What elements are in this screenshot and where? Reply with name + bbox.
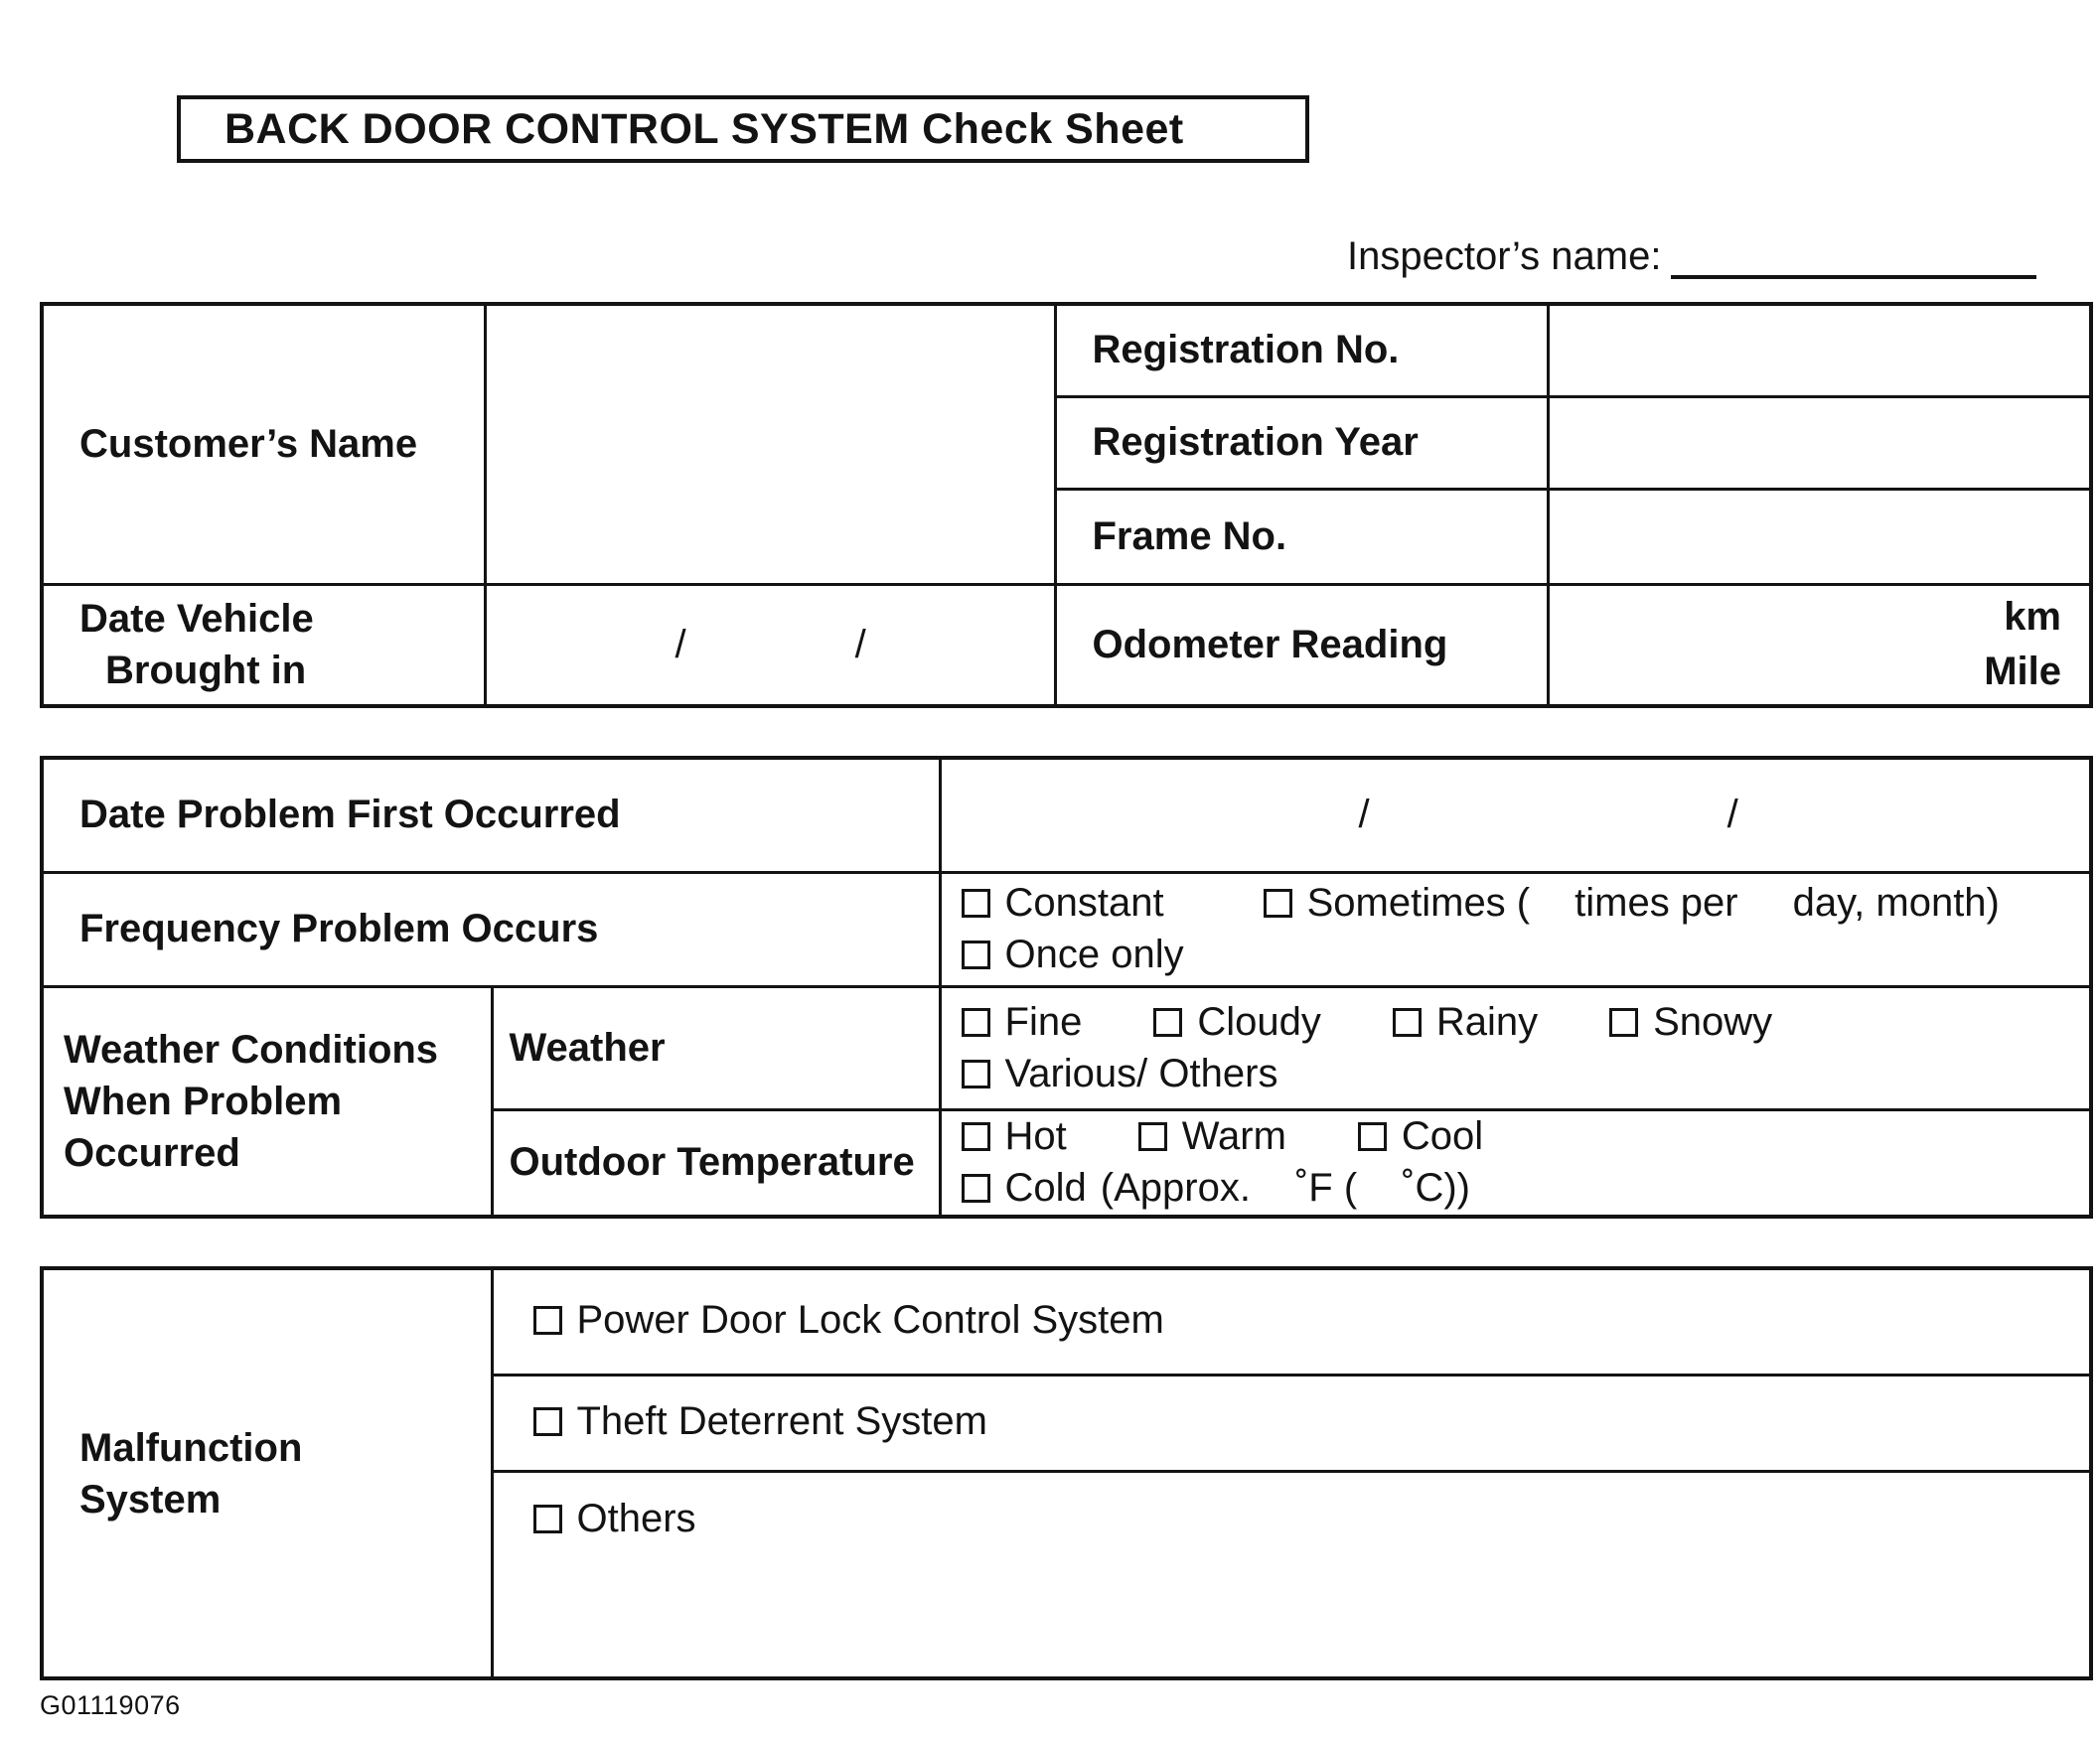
option-theft-deterrent: [533, 1399, 987, 1444]
weather-options-line2: [962, 1048, 2090, 1099]
option-cold: [962, 1166, 1087, 1211]
page-title: BACK DOOR CONTROL SYSTEM Check Sheet: [225, 104, 1184, 153]
customer-name-label: Customer’s Name: [42, 304, 485, 584]
frame-no-label: Frame No.: [1055, 489, 1548, 584]
option-hot-label: Hot: [1004, 1114, 1067, 1159]
option-theft-deterrent-label: Theft Deterrent System: [576, 1399, 987, 1443]
outdoor-temperature-label: Outdoor Temperature: [492, 1109, 940, 1217]
inspector-name-field[interactable]: [1671, 235, 2036, 279]
option-snowy: [1609, 1000, 1772, 1045]
option-sometimes-label: Sometimes (: [1306, 881, 1531, 925]
option-various-others: [962, 1052, 1278, 1096]
date-slash: /: [1358, 793, 1370, 837]
checkbox-constant[interactable]: [962, 889, 990, 918]
malfunction-label-line2: System: [79, 1477, 222, 1522]
date-problem-field[interactable]: [940, 758, 2091, 872]
registration-year-field[interactable]: [1548, 396, 2091, 489]
option-various-others-label: Various/ Others: [1004, 1051, 1278, 1095]
date-vehicle-line2: Brought in: [105, 649, 307, 693]
figure-id: G01119076: [40, 1690, 181, 1720]
option-fine-label: Fine: [1004, 999, 1083, 1044]
weather-conditions-line2: When Problem: [64, 1079, 343, 1123]
checkbox-fine[interactable]: [962, 1008, 990, 1037]
date-slash: /: [1726, 793, 1738, 837]
unit-km-label: km: [2004, 595, 2061, 640]
checkbox-once-only[interactable]: [962, 941, 990, 969]
cold-approx-label: (Approx.: [1100, 1166, 1251, 1211]
frequency-options-line2: [962, 930, 2090, 981]
weather-label: Weather: [492, 986, 940, 1109]
date-problem-label: Date Problem First Occurred: [42, 758, 940, 872]
inspector-name-label: Inspector’s name:: [1347, 234, 1662, 278]
option-sometimes: [1264, 881, 1531, 926]
date-slash: /: [675, 622, 686, 666]
checkbox-snowy[interactable]: [1609, 1008, 1638, 1037]
option-cool-label: Cool: [1401, 1114, 1484, 1159]
celsius-label: ˚C)): [1402, 1166, 1470, 1211]
frequency-label: Frequency Problem Occurs: [42, 872, 940, 986]
option-warm: [1138, 1114, 1286, 1159]
vehicle-info-table: [40, 302, 2093, 708]
malfunction-option-row: [492, 1471, 2091, 1678]
option-constant-label: Constant: [1004, 881, 1164, 925]
times-per-label: times per: [1575, 881, 1738, 925]
option-once-only-label: Once only: [1004, 933, 1184, 976]
option-rainy-label: Rainy: [1435, 999, 1539, 1044]
weather-options-line1: [962, 996, 2090, 1048]
malfunction-option-row: [492, 1375, 2091, 1471]
checkbox-hot[interactable]: [962, 1122, 990, 1151]
weather-conditions-line1: Weather Conditions: [64, 1027, 439, 1072]
date-brought-in-slashes: [487, 623, 1054, 667]
checkbox-cold[interactable]: [962, 1174, 990, 1203]
option-snowy-label: Snowy: [1653, 999, 1773, 1044]
weather-conditions-label: [42, 986, 492, 1217]
fahrenheit-label: ˚F (: [1294, 1166, 1358, 1211]
registration-no-label: Registration No.: [1055, 304, 1548, 396]
frequency-options: [940, 872, 2091, 986]
problem-details-table: [40, 756, 2093, 1219]
option-cloudy: [1153, 1000, 1321, 1045]
frequency-options-line1: [962, 878, 2090, 930]
weather-conditions-line3: Occurred: [64, 1130, 240, 1175]
option-cold-label: Cold: [1004, 1166, 1087, 1211]
inspector-name-row: [1347, 234, 2036, 279]
checkbox-various-others[interactable]: [962, 1060, 990, 1088]
date-vehicle-line1: Date Vehicle: [79, 597, 314, 642]
checkbox-warm[interactable]: [1138, 1122, 1167, 1151]
checkbox-sometimes[interactable]: [1264, 889, 1292, 918]
date-brought-in-field[interactable]: [485, 584, 1055, 706]
frame-no-field[interactable]: [1548, 489, 2091, 584]
checkbox-cloudy[interactable]: [1153, 1008, 1182, 1037]
option-others-label: Others: [576, 1496, 696, 1540]
odometer-label: Odometer Reading: [1055, 584, 1548, 706]
option-cool: [1358, 1114, 1483, 1159]
option-warm-label: Warm: [1181, 1114, 1286, 1159]
day-month-label: day, month): [1792, 881, 2000, 925]
temperature-options: [940, 1109, 2091, 1217]
option-rainy: [1393, 1000, 1538, 1045]
date-brought-in-label: [42, 584, 485, 706]
option-power-door-lock-label: Power Door Lock Control System: [576, 1298, 1164, 1343]
date-slash: /: [854, 622, 866, 666]
odometer-units: [1550, 590, 2090, 699]
unit-mile-label: Mile: [1984, 650, 2061, 694]
temperature-options-line2: [962, 1163, 2090, 1215]
option-constant: [962, 881, 1164, 926]
option-power-door-lock: [533, 1298, 1164, 1343]
option-cloudy-label: Cloudy: [1197, 999, 1321, 1044]
option-hot: [962, 1114, 1067, 1159]
option-once-only: [962, 933, 1184, 977]
registration-year-label: Registration Year: [1055, 396, 1548, 489]
checkbox-theft-deterrent[interactable]: [533, 1407, 562, 1436]
weather-options: [940, 986, 2091, 1109]
customer-name-field[interactable]: [485, 304, 1055, 584]
odometer-field[interactable]: [1548, 584, 2091, 706]
malfunction-label-line1: Malfunction: [79, 1425, 303, 1470]
malfunction-option-row: [492, 1268, 2091, 1375]
malfunction-system-label: [42, 1268, 492, 1678]
title-box: [177, 95, 1309, 163]
option-fine: [962, 1000, 1083, 1045]
checkbox-rainy[interactable]: [1393, 1008, 1422, 1037]
checkbox-others[interactable]: [533, 1505, 562, 1533]
malfunction-system-table: [40, 1266, 2093, 1680]
temperature-options-line1: [962, 1111, 2090, 1163]
checkbox-power-door-lock[interactable]: [533, 1306, 562, 1335]
date-problem-slashes: [942, 793, 2090, 837]
registration-no-field[interactable]: [1548, 304, 2091, 396]
checkbox-cool[interactable]: [1358, 1122, 1387, 1151]
option-others: [533, 1497, 696, 1541]
